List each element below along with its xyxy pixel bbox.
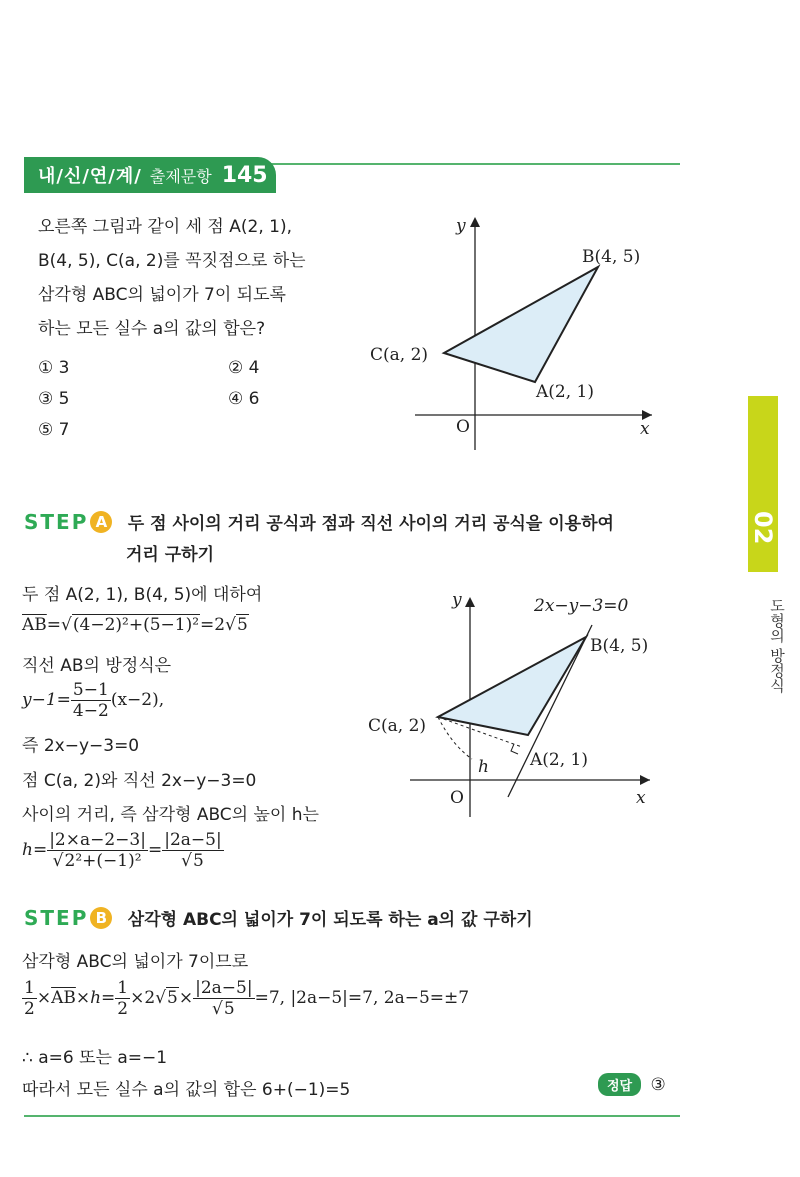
half-fraction-2: $\frac{1}{2}$ (117, 978, 129, 1019)
answer-value: ③ (650, 1075, 666, 1095)
area-equation: $\frac{1}{2}$ $\times\overline{AB}\times h=$ $\frac{1}{2}$ ×2√5× $\frac{|2a-5|}{√5}$ =7, |2a−5|=7, 2a−5=±7 (24, 978, 470, 1019)
ab-distance-formula: $\overline{AB}=√(4-2)^2+(5-1)^2=2√5$ (22, 615, 248, 635)
h-fraction: $\frac{|2a-5|}{√5}$ (195, 978, 253, 1019)
choice-2: ② 4 (228, 358, 260, 378)
step-a-title-2: 거리 구하기 (126, 545, 215, 565)
times-sign-2: × (178, 988, 194, 1008)
answer-label: 정답 (598, 1073, 641, 1096)
step-a-heading (24, 509, 614, 534)
equation-tail: =7, |2a−5|=7, 2a−5=±7 (254, 988, 470, 1008)
sqrt-five: 5 (236, 615, 248, 635)
h-den-1: √2²+(−1)² (52, 851, 142, 871)
slope-num: 5−1 (72, 680, 109, 700)
bottom-rule (24, 1115, 680, 1117)
step-b-badge: B (90, 907, 112, 929)
point-a-label: A(2, 1) (536, 382, 594, 402)
chapter-side-tab (748, 396, 778, 572)
origin-label: O (450, 788, 464, 808)
triangle-abc (444, 267, 598, 382)
height-formula (22, 830, 224, 871)
question-line-4: 하는 모든 실수 a의 값의 합은? (38, 319, 266, 339)
line-ab-equation (22, 680, 164, 721)
step-b-tag: STEP (24, 906, 89, 930)
segment-ab: $\overline{AB}$ (22, 615, 47, 635)
chapter-title: 도형의 방정식 (768, 598, 786, 693)
step-a-line-5: 즉 2x−y−3=0 (22, 736, 140, 756)
origin-label: O (456, 417, 470, 437)
choice-3: ③ 5 (38, 389, 70, 409)
height-fraction-1 (47, 830, 148, 871)
eq-rhs: (x−2), (110, 690, 165, 710)
triangle-figure-1 (360, 205, 670, 455)
point-b-label: B(4, 5) (582, 247, 641, 267)
h-den-2: √5 (181, 851, 204, 871)
height-fraction-2 (162, 830, 223, 871)
answer-block (598, 1073, 666, 1096)
h-num-2: |2a−5| (164, 830, 222, 850)
step-a-title-1: 두 점 사이의 거리 공식과 점과 직선 사이의 거리 공식을 이용하여 (127, 514, 614, 534)
problem-header-badge (24, 157, 276, 193)
h-eq: = (147, 840, 163, 860)
x-axis-label: x (640, 419, 650, 439)
step-a-badge: A (90, 511, 112, 533)
slope-den: 4−2 (72, 701, 109, 721)
x-axis-arrow (640, 775, 650, 785)
step-a-line-6: 점 C(a, 2)와 직선 2x−y−3=0 (22, 771, 257, 791)
problem-number: 145 (221, 162, 268, 188)
eq-sign: = (46, 615, 62, 635)
question-line-1: 오른쪽 그림과 같이 세 점 A(2, 1), (38, 217, 292, 237)
h-num-1: |2×a−2−3| (49, 830, 146, 850)
chapter-number: 02 (749, 511, 777, 545)
step-b-title: 삼각형 ABC의 넓이가 7이 되도록 하는 a의 값 구하기 (127, 910, 533, 930)
right-angle-mark (511, 744, 518, 754)
step-a-line-1: 두 점 A(2, 1), B(4, 5)에 대하여 (22, 585, 263, 605)
height-label: h (478, 757, 489, 777)
step-b-line-1: 삼각형 ABC의 넓이가 7이므로 (22, 952, 249, 972)
times-h: ×h= (75, 988, 116, 1008)
segment-ab: $\overline{AB}$ (51, 988, 76, 1008)
point-a-label: A(2, 1) (530, 750, 588, 770)
point-b-label: B(4, 5) (590, 636, 649, 656)
question-line-2: B(4, 5), C(a, 2)를 꼭짓점으로 하는 (38, 251, 306, 271)
choice-5: ⑤ 7 (38, 420, 70, 440)
header-category: 출제문항 (149, 166, 212, 186)
eq-lhs: y−1= (22, 690, 71, 710)
y-axis-arrow (470, 217, 480, 227)
triangle-abc (438, 637, 586, 735)
y-axis-label: y (456, 216, 466, 236)
choice-4: ④ 6 (228, 389, 260, 409)
triangle-figure-2 (360, 585, 670, 825)
y-axis-arrow (465, 597, 475, 607)
times-two: ×2 (130, 988, 156, 1008)
step-b-line-3: ∴ a=6 또는 a=−1 (22, 1048, 168, 1068)
step-a-line-7: 사이의 거리, 즉 삼각형 ABC의 높이 h는 (22, 805, 319, 825)
choice-1: ① 3 (38, 358, 70, 378)
sqrt-content: (4−2)²+(5−1)² (72, 615, 200, 635)
point-c-label: C(a, 2) (368, 716, 427, 736)
y-axis-label: y (452, 590, 462, 610)
slope-fraction (71, 680, 111, 721)
h-lhs: h= (22, 840, 48, 860)
step-b-line-4: 따라서 모든 실수 a의 값의 합은 6+(−1)=5 (22, 1080, 351, 1100)
step-b-heading (24, 905, 533, 930)
point-c-label: C(a, 2) (370, 345, 429, 365)
line-equation-label: 2x−y−3=0 (534, 596, 629, 616)
step-a-line-3: 직선 AB의 방정식은 (22, 656, 172, 676)
header-subject: 내/신/연/계/ (38, 166, 142, 187)
question-line-3: 삼각형 ABC의 넓이가 7이 되도록 (38, 285, 286, 305)
step-a-tag: STEP (24, 510, 89, 534)
result-coef: =2 (200, 615, 226, 635)
x-axis-label: x (636, 788, 646, 808)
times-sign: × (36, 988, 52, 1008)
half-fraction-1: $\frac{1}{2}$ (24, 978, 35, 1019)
sqrt-five: 5 (167, 988, 178, 1008)
